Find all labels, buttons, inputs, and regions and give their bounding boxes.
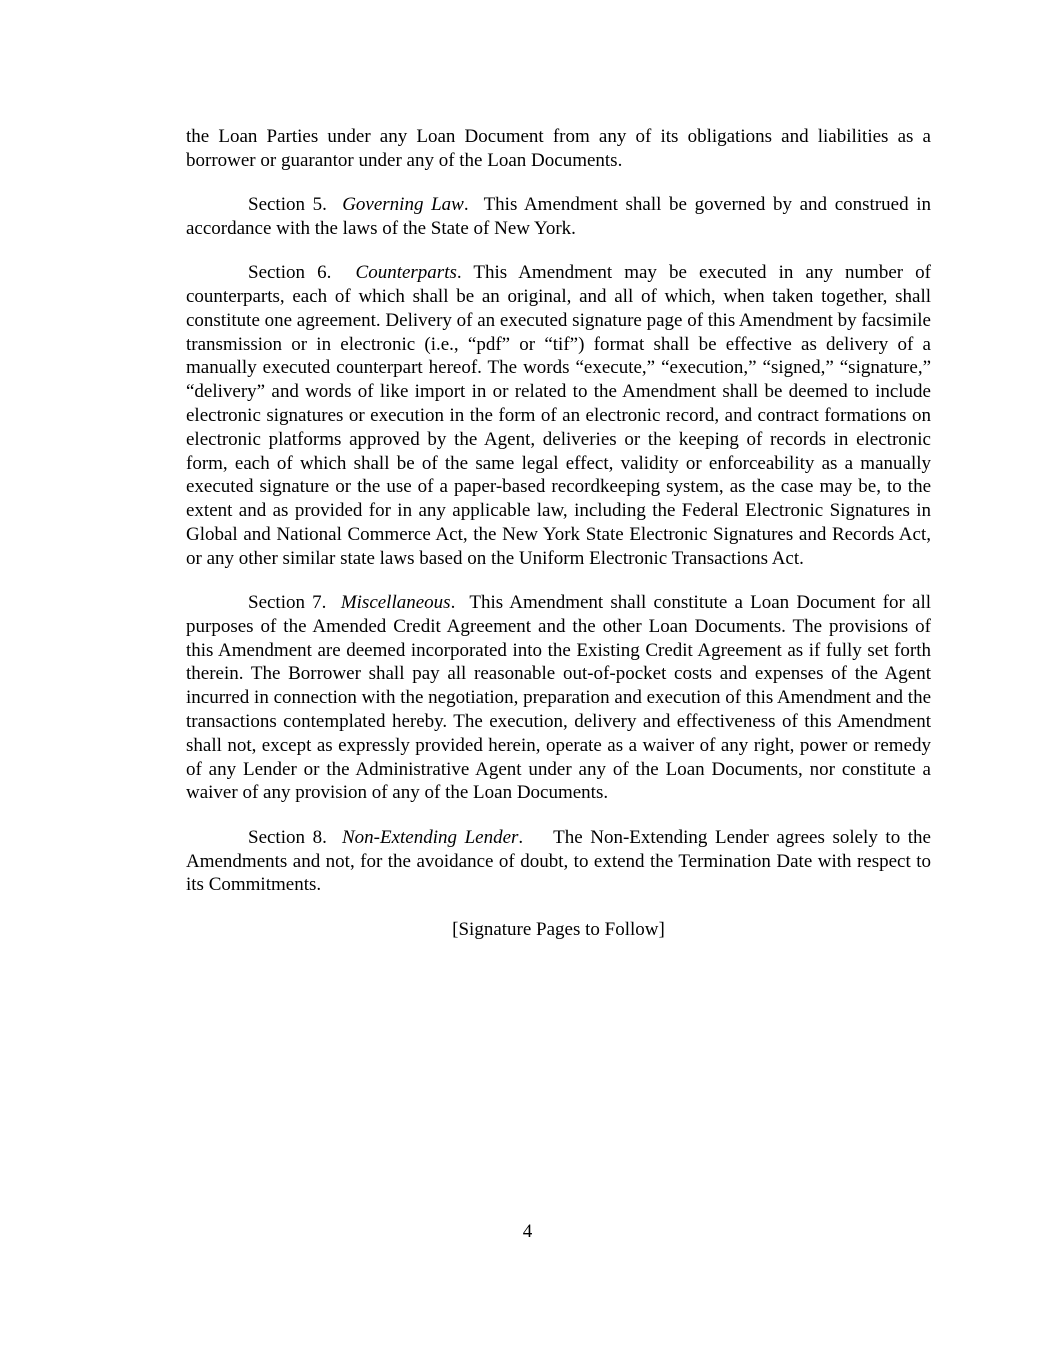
document-body	[186, 125, 931, 941]
section-8-title: Non-Extending Lender	[341, 826, 519, 848]
signature-pages-note: [Signature Pages to Follow]	[452, 918, 665, 940]
section-6-text: This Amendment may be executed in any number of counterparts, each of which shall be an original, and all of which, when taken together, shall constitute one agreement. Delivery of an executed signature page of this Amendment by facsimile transmission or in electronic (i.e., “pdf” or “tif”) format shall be effective as delivery of a manually executed counterpart hereof. The words “execute,” “execution,” “signed,” “signature,” “delivery” and words of like import in or related to the Amendment shall be deemed to include electronic signatures or execution in the form of an electronic record, and contract formations on electronic platforms approved by the Agent, deliveries or the keeping of records in electronic form, each of which shall be of the same legal effect, validity or enforceability as a manually executed signature or the use of a paper-based recordkeeping system, as the case may be, to the extent and as provided for in any applicable law, including the Federal Electronic Signatures in Global and National Commerce Act, the New York State Electronic Signatures and Records Act, or any other similar state laws based on the Uniform Electronic Transactions Act.	[186, 262, 931, 569]
section-6-paragraph: Section 6. Counterparts. This Amendment may be executed in any number of counterparts, each of which shall be an original, and all of which, when taken together, shall constitute one agreement. Delivery of an executed signature page of this Amendment by facsimile transmission or in electronic (i.e., “pdf” or “tif”) format shall be effective as delivery of a manually executed counterpart hereof. The words “execute,” “execution,” “signed,” “signature,” “delivery” and words of like import in or related to the Amendment shall be deemed to include electronic signatures or execution in the form of an electronic record, and contract formations on electronic platforms approved by the Agent, deliveries or the keeping of records in electronic form, each of which shall be of the same legal effect, validity or enforceability as a manually executed signature or the use of a paper-based recordkeeping system, as the case may be, to the extent and as provided for in any applicable law, including the Federal Electronic Signatures in Global and National Commerce Act, the New York State Electronic Signatures and Records Act, or any other similar state laws based on the Uniform Electronic Transactions Act.	[186, 262, 931, 569]
section-6-number: Section 6.	[248, 262, 332, 284]
section-7-paragraph: Section 7. Miscellaneous. This Amendment shall constitute a Loan Document for all purposes of the Amended Credit Agreement and the other Loan Documents. The provisions of this Amendment are deemed incorporated into the Existing Credit Agreement as if fully set forth therein. The Borrower shall pay all reasonable out-of-pocket costs and expenses of the Agent incurred in connection with the negotiation, preparation and execution of this Amendment and the transactions contemplated hereby. The execution, delivery and effectiveness of this Amendment shall not, except as expressly provided herein, operate as a waiver of any right, power or remedy of any Lender or the Administrative Agent under any of the Loan Documents, nor constitute a waiver of any provision of any of the Loan Documents.	[186, 592, 932, 804]
section-7-text: This Amendment shall constitute a Loan Document for all purposes of the Amended Credit Agreement and the other Loan Documents. The provisions of this Amendment are deemed incorporated into the Existing Credit Agreement as if fully set forth therein. The Borrower shall pay all reasonable out-of-pocket costs and expenses of the Agent incurred in connection with the negotiation, preparation and execution of this Amendment and the transactions contemplated hereby. The execution, delivery and effectiveness of this Amendment shall not, except as expressly provided herein, operate as a waiver of any right, power or remedy of any Lender or the Administrative Agent under any of the Loan Documents, nor constitute a waiver of any provision of any of the Loan Documents.	[186, 592, 932, 804]
section-5-paragraph: Section 5. Governing Law. This Amendment shall be governed by and construed in accordance with the laws of the State of New York.	[186, 194, 931, 239]
section-8-number: Section 8.	[248, 826, 327, 848]
page-number: 4	[522, 1221, 533, 1242]
section-7-number: Section 7.	[248, 592, 327, 614]
section-5-number: Section 5.	[248, 194, 327, 216]
section-8-text: The Non-Extending Lender agrees solely to the Amendments and not, for the avoidance of doubt, to extend the Termination Date with respect to its Commitments.	[186, 826, 931, 896]
continuation-paragraph: the Loan Parties under any Loan Document from any of its obligations and liabilities as a borrower or guarantor under any of the Loan Documents.	[186, 126, 931, 171]
section-8-paragraph: Section 8. Non-Extending Lender. The Non-Extending Lender agrees solely to the Amendments and not, for the avoidance of doubt, to extend the Termination Date with respect to its Commitments.	[186, 826, 931, 896]
section-5-text: This Amendment shall be governed by and construed in accordance with the laws of the State of New York.	[186, 194, 931, 239]
section-5-title: Governing Law	[342, 194, 464, 216]
section-7-title: Miscellaneous	[340, 592, 451, 614]
section-6-title: Counterparts	[355, 262, 457, 284]
